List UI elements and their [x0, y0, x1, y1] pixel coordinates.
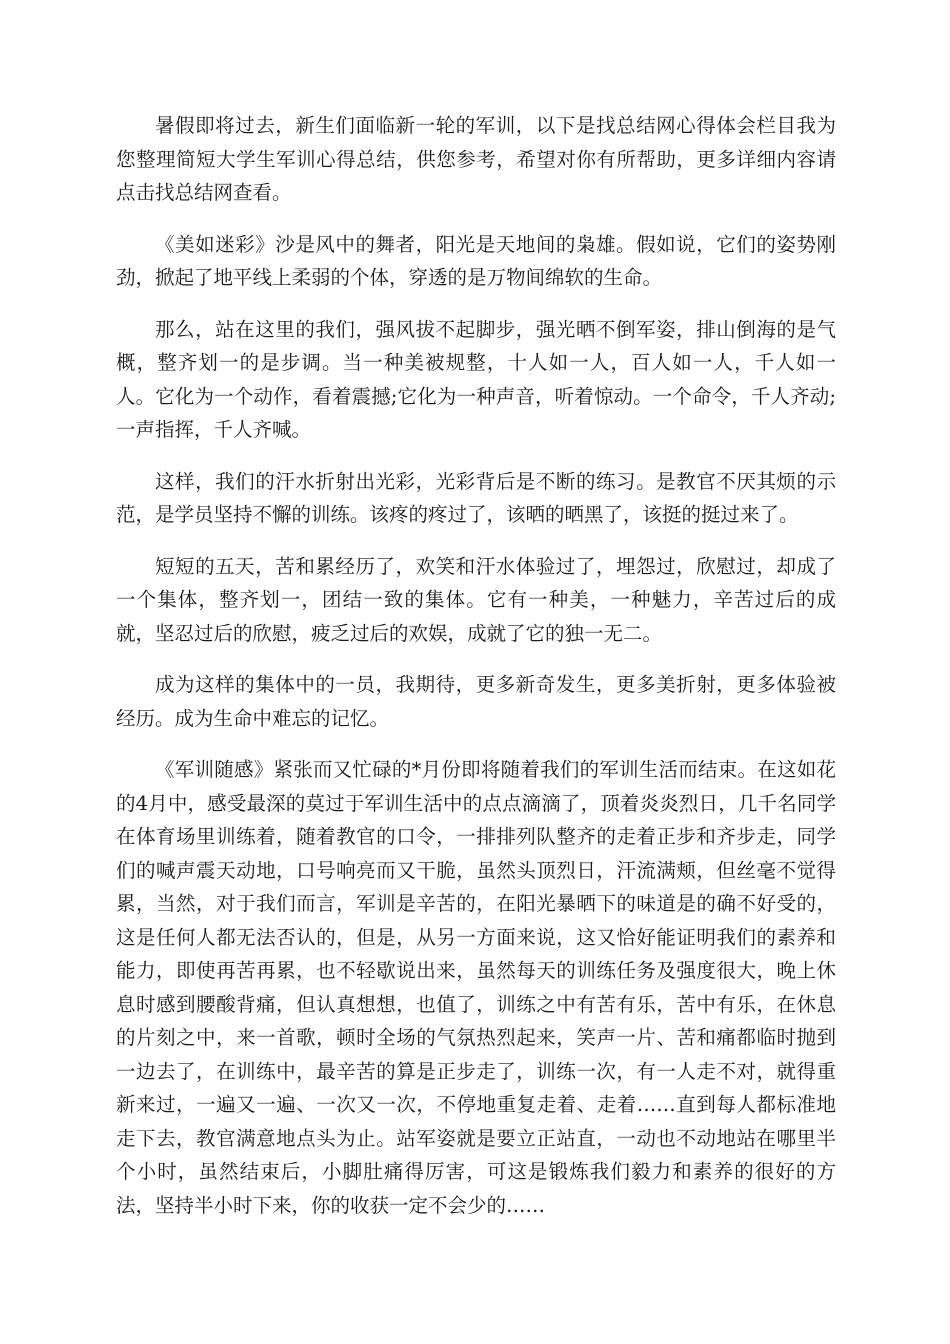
paragraph-intro: 暑假即将过去，新生们面临新一轮的军训，以下是找总结网心得体会栏目我为您整理简短大学生军训心得总结，供您参考，希望对你有所帮助，更多详细内容请点击找总结网查看。	[116, 114, 836, 204]
paragraph-five-days: 短短的五天，苦和累经历了，欢笑和汗水体验过了，埋怨过，欣慰过，却成了一个集体，整齐划一，团结一致的集体。它有一种美，一种魅力，辛苦过后的成就，坚忍过后的欣慰，疲乏过后的欢娱，成就了它的独一无二。	[116, 554, 836, 645]
paragraph-junxun-suigan: 《军训随感》紧张而又忙碌的*月份即将随着我们的军训生活而结束。在这如花的4月中，感受最深的莫过于军训生活中的点点滴滴了，顶着炎炎烈日，几千名同学在体育场里训练着，随着教官的口令，一排排列队整齐的走着正步和齐步走，同学们的喊声震天动地，口号响亮而又干脆，虽然头顶烈日，汗流满颊，但丝毫不觉得累，当然，对于我们而言，军训是辛苦的，在阳光暴晒下的味道是的确不好受的，这是任何人都无法否认的，但是，从另一方面来说，这又恰好能证明我们的素养和能力，即使再苦再累，也不轻歇说出来，虽然每天的训练任务及强度很大，晚上休息时感到腰酸背痛，但认真想想，也值了，训练之中有苦有乐，苦中有乐，在休息的片刻之中，来一首歌，顿时全场的气氛热烈起来，笑声一片、苦和痛都临时抛到一边去了，在训练中，最辛苦的算是正步走了，训练一次，有一人走不对，就得重新来过，一遍又一遍、一次又一次，不停地重复走着、走着……直到每人都标准地走下去，教官满意地点头为止。站军姿就是要立正站直，一动也不动地站在哪里半个小时，虽然结束后，小脚肚痛得厉害，可这是锻炼我们毅力和素养的很好的方法，坚持半小时下来，你的收获一定不会少的……	[116, 758, 836, 1217]
document-body	[116, 109, 836, 1240]
paragraph-meirumicai: 《美如迷彩》沙是风中的舞者，阳光是天地间的枭雄。假如说，它们的姿势刚劲，掀起了地平线上柔弱的个体，穿透的是万物间绵软的生命。	[116, 232, 836, 289]
paragraph-standing-here: 那么，站在这里的我们，强风拔不起脚步，强光晒不倒军姿，排山倒海的是气概，整齐划一的是步调。当一种美被规整，十人如一人，百人如一人，千人如一人。它化为一个动作，看着震撼;它化为一种声音，听着惊动。一个命令，千人齐动;一声指挥，千人齐喊。	[116, 317, 836, 441]
paragraph-sweat: 这样，我们的汗水折射出光彩，光彩背后是不断的练习。是教官不厌其烦的示范，是学员坚持不懈的训练。该疼的疼过了，该晒的晒黑了，该挺的挺过来了。	[116, 469, 836, 526]
paragraph-member: 成为这样的集体中的一员，我期待，更多新奇发生，更多美折射，更多体验被经历。成为生命中难忘的记忆。	[116, 673, 836, 730]
